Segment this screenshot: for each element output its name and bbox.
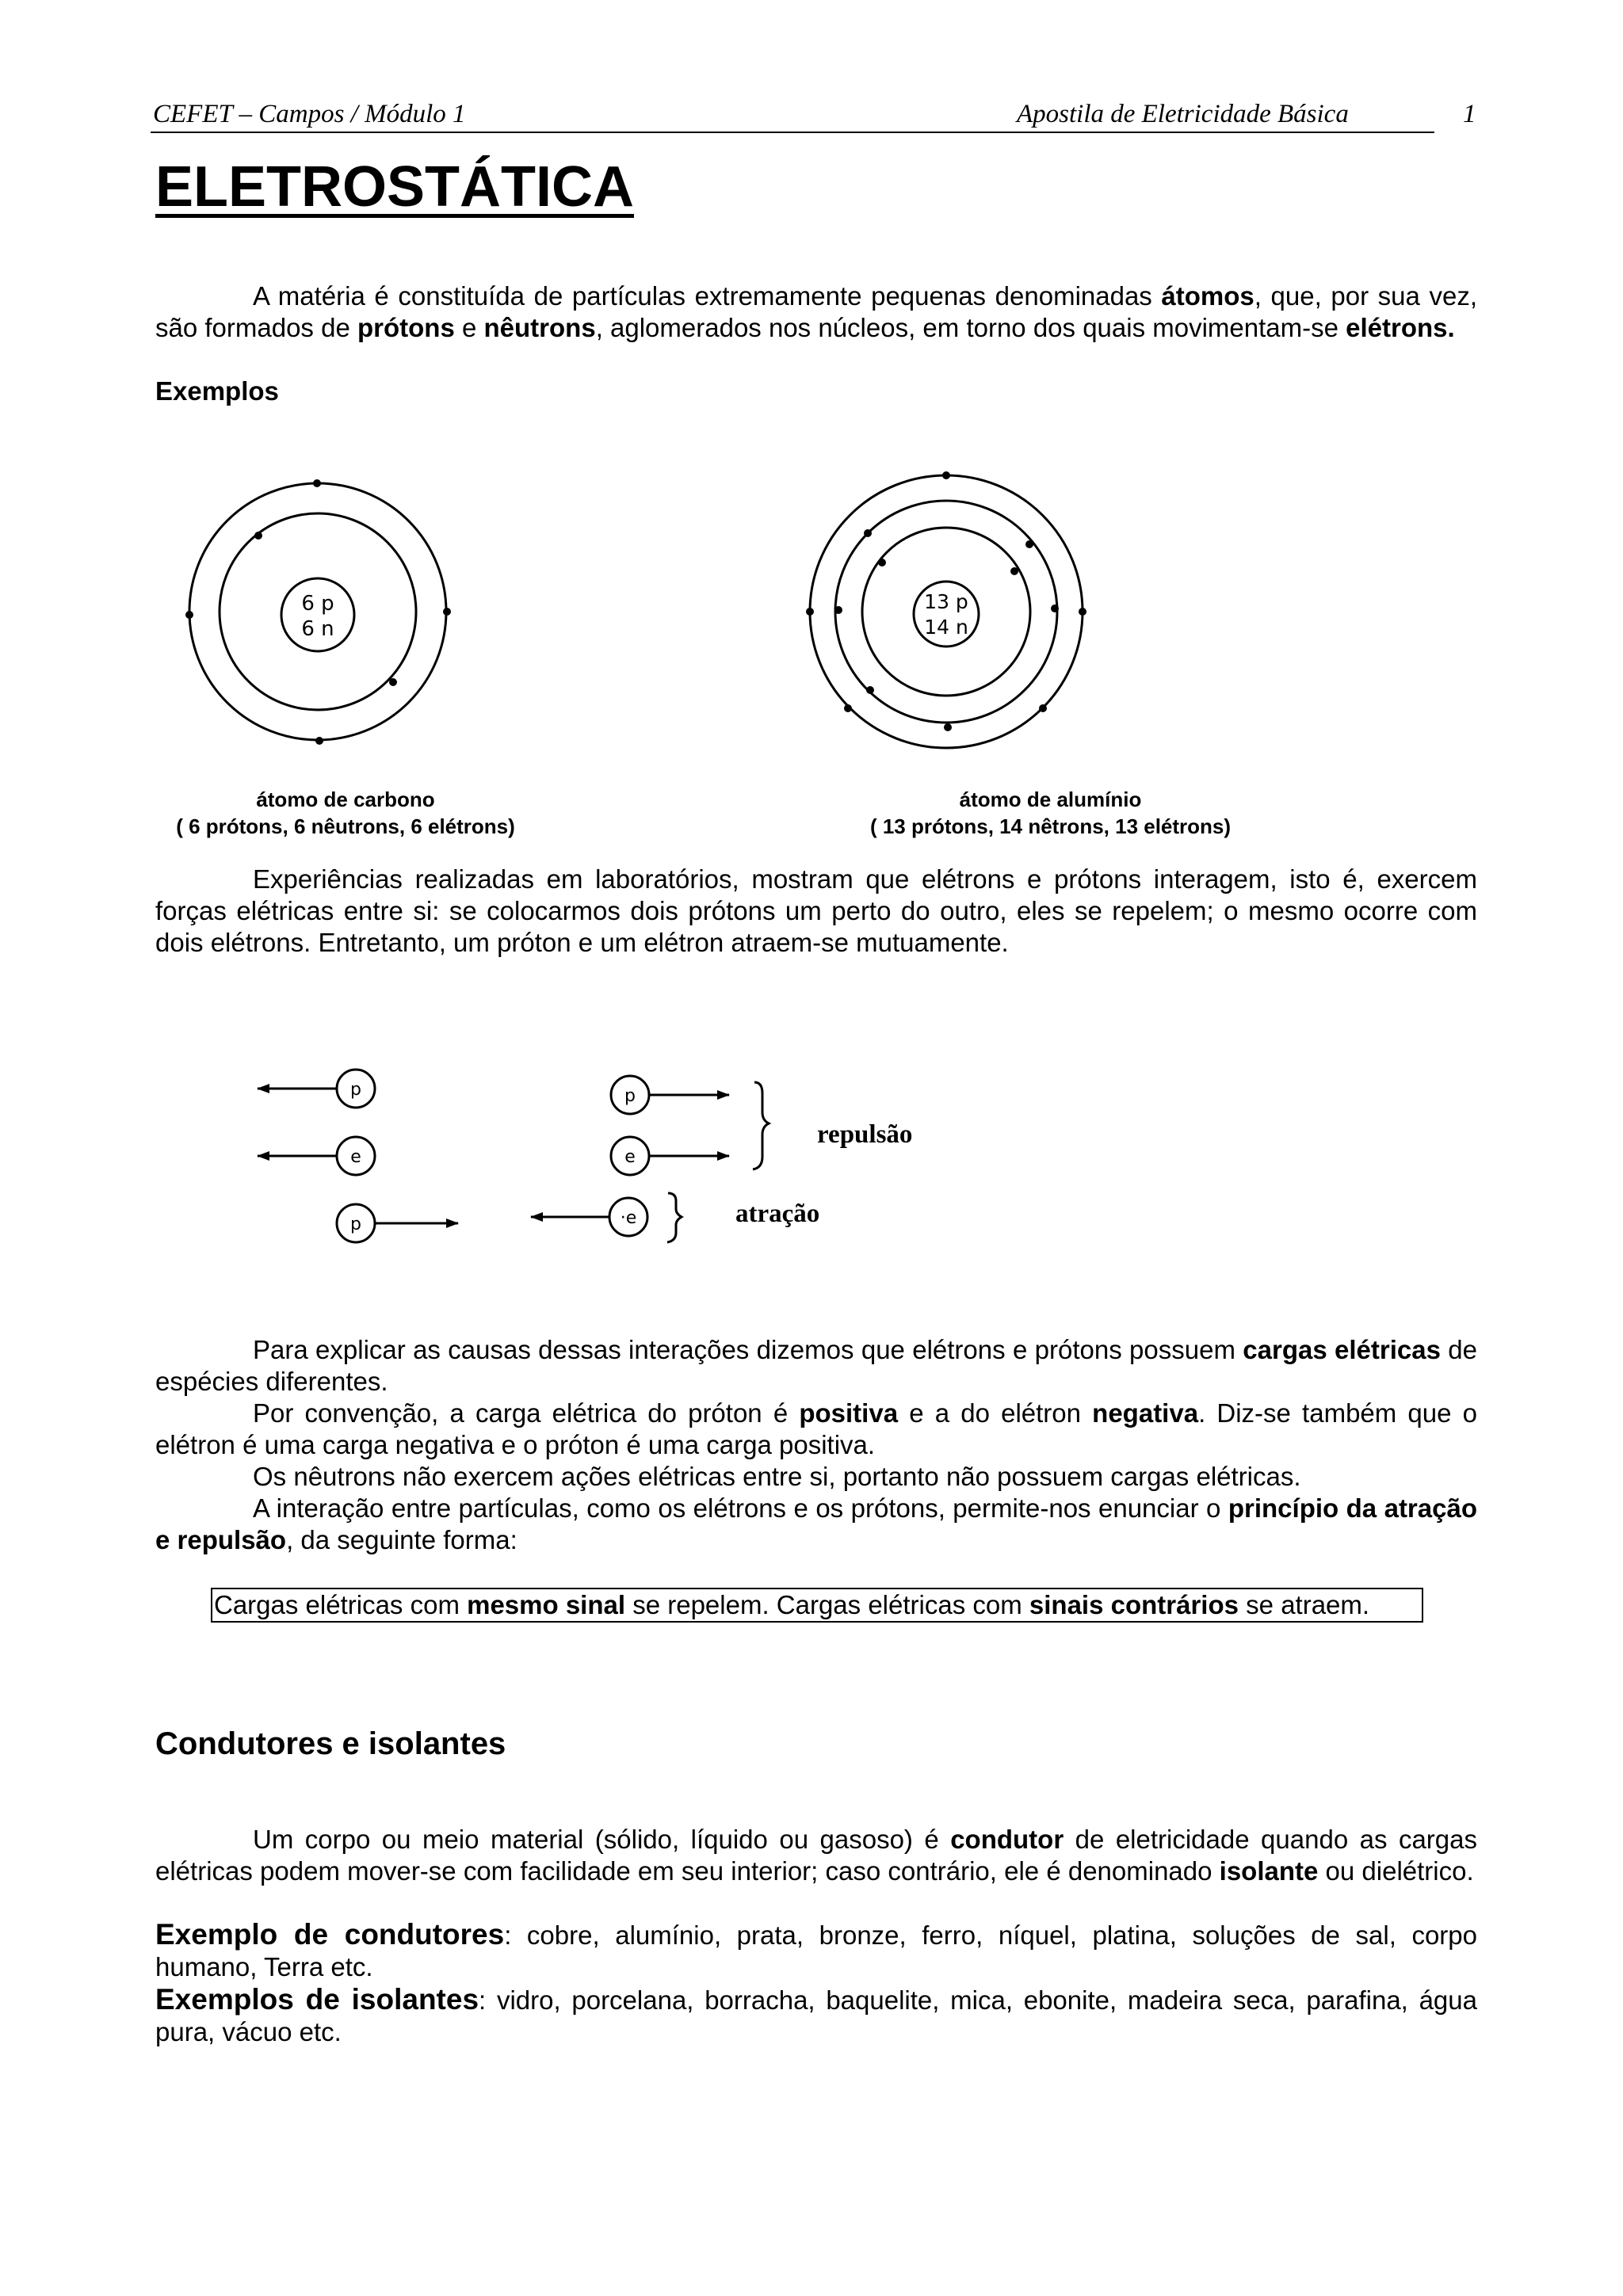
electron bbox=[834, 606, 842, 614]
aluminum-nucleus-protons: 13 p bbox=[924, 590, 968, 613]
header-center: Apostila de Eletricidade Básica bbox=[1017, 100, 1349, 128]
electron-symbol: e bbox=[350, 1147, 361, 1167]
electron bbox=[1025, 540, 1033, 548]
electron bbox=[1039, 704, 1047, 712]
attraction-brace bbox=[667, 1193, 682, 1242]
electron bbox=[944, 723, 952, 731]
electron bbox=[1051, 605, 1059, 612]
electron-symbol: ·e bbox=[620, 1208, 637, 1228]
electron bbox=[254, 532, 262, 540]
electron bbox=[185, 611, 193, 619]
conductor-definition-paragraph: Um corpo ou meio material (sólido, líquido ou gasoso) é condutor de eletricidade quando as cargas elétricas podem mover-se com facilidade em seu interior; caso contrário, ele é denominado isolante ou dielétrico. bbox=[155, 1825, 1477, 1886]
examples-label: Exemplos bbox=[155, 376, 279, 406]
carbon-caption-line1: átomo de carbono bbox=[256, 788, 435, 811]
proton-symbol: p bbox=[624, 1086, 636, 1106]
electron bbox=[315, 737, 323, 745]
attraction-label: atração bbox=[735, 1199, 820, 1228]
atom-diagrams bbox=[0, 0, 1623, 871]
carbon-nucleus-protons: 6 p bbox=[301, 592, 334, 616]
carbon-nucleus-neutrons: 6 n bbox=[301, 617, 334, 641]
proton-symbol: p bbox=[350, 1215, 361, 1234]
electron bbox=[313, 479, 321, 487]
principle-box: Cargas elétricas com mesmo sinal se repelem. Cargas elétricas com sinais contrários se atraem. bbox=[211, 1588, 1423, 1623]
carbon-caption bbox=[155, 786, 536, 840]
aluminum-nucleus-neutrons: 14 n bbox=[924, 616, 968, 639]
aluminum-caption bbox=[854, 786, 1247, 840]
electron bbox=[443, 608, 451, 616]
proton-symbol: p bbox=[350, 1080, 361, 1100]
electron bbox=[389, 678, 397, 686]
electron bbox=[864, 529, 872, 537]
conductors-examples: Exemplo de condutores: cobre, alumínio, prata, bronze, ferro, níquel, platina, soluções de sal, corpo humano, Terra etc. bbox=[155, 1918, 1477, 1981]
insulators-examples: Exemplos de isolantes: vidro, porcelana, borracha, baquelite, mica, ebonite, madeira seca, parafina, água pura, vácuo etc. bbox=[155, 1983, 1477, 2046]
carbon-caption-line2: ( 6 prótons, 6 nêutrons, 6 elétrons) bbox=[176, 814, 515, 838]
charges-paragraph-4: A interação entre partículas, como os elétrons e os prótons, permite-nos enunciar o princípio da atração e repulsão, da seguinte forma: bbox=[155, 1493, 1477, 1554]
electron bbox=[1010, 567, 1018, 575]
electron bbox=[806, 608, 814, 616]
intro-paragraph: A matéria é constituída de partículas extremamente pequenas denominadas átomos, que, por sua vez, são formados de prótons e nêutrons, aglomerados nos núcleos, em torno dos quais movimentam-se elétrons. bbox=[155, 281, 1478, 342]
interaction-diagram bbox=[0, 1030, 1623, 1268]
aluminum-caption-line2: ( 13 prótons, 14 nêtrons, 13 elétrons) bbox=[869, 814, 1232, 838]
aluminum-caption-line1: átomo de alumínio bbox=[959, 788, 1142, 811]
experiments-paragraph: Experiências realizadas em laboratórios, mostram que elétrons e prótons interagem, isto é, exercem forças elétricas entre si: se colocarmos dois prótons um perto do outro, eles se repelem; o mesmo ocorre com dois elétrons. Entretanto, um próton e um elétron atraem-se mutuamente. bbox=[155, 864, 1477, 957]
header-left: CEFET – Campos / Módulo 1 bbox=[153, 100, 466, 128]
electron bbox=[942, 471, 950, 479]
electron bbox=[866, 686, 874, 694]
charges-paragraph-1: Para explicar as causas dessas interações dizemos que elétrons e prótons possuem cargas elétricas de espécies diferentes. bbox=[155, 1335, 1478, 1396]
page-title: ELETROSTÁTICA bbox=[155, 155, 634, 219]
electron bbox=[1079, 608, 1086, 616]
electron bbox=[878, 559, 886, 566]
section-heading: Condutores e isolantes bbox=[155, 1726, 506, 1761]
repulsion-label: repulsão bbox=[817, 1120, 913, 1149]
charges-paragraph-2: Por convenção, a carga elétrica do próton é positiva e a do elétron negativa. Diz-se também que o elétron é uma carga negativa e o próton é uma carga positiva. bbox=[155, 1398, 1477, 1459]
electron-symbol: e bbox=[624, 1147, 636, 1167]
repulsion-brace bbox=[753, 1082, 769, 1169]
charges-paragraph-3: Os nêutrons não exercem ações elétricas entre si, portanto não possuem cargas elétricas. bbox=[253, 1462, 1301, 1491]
page-number: 1 bbox=[1463, 100, 1476, 128]
electron bbox=[844, 704, 852, 712]
